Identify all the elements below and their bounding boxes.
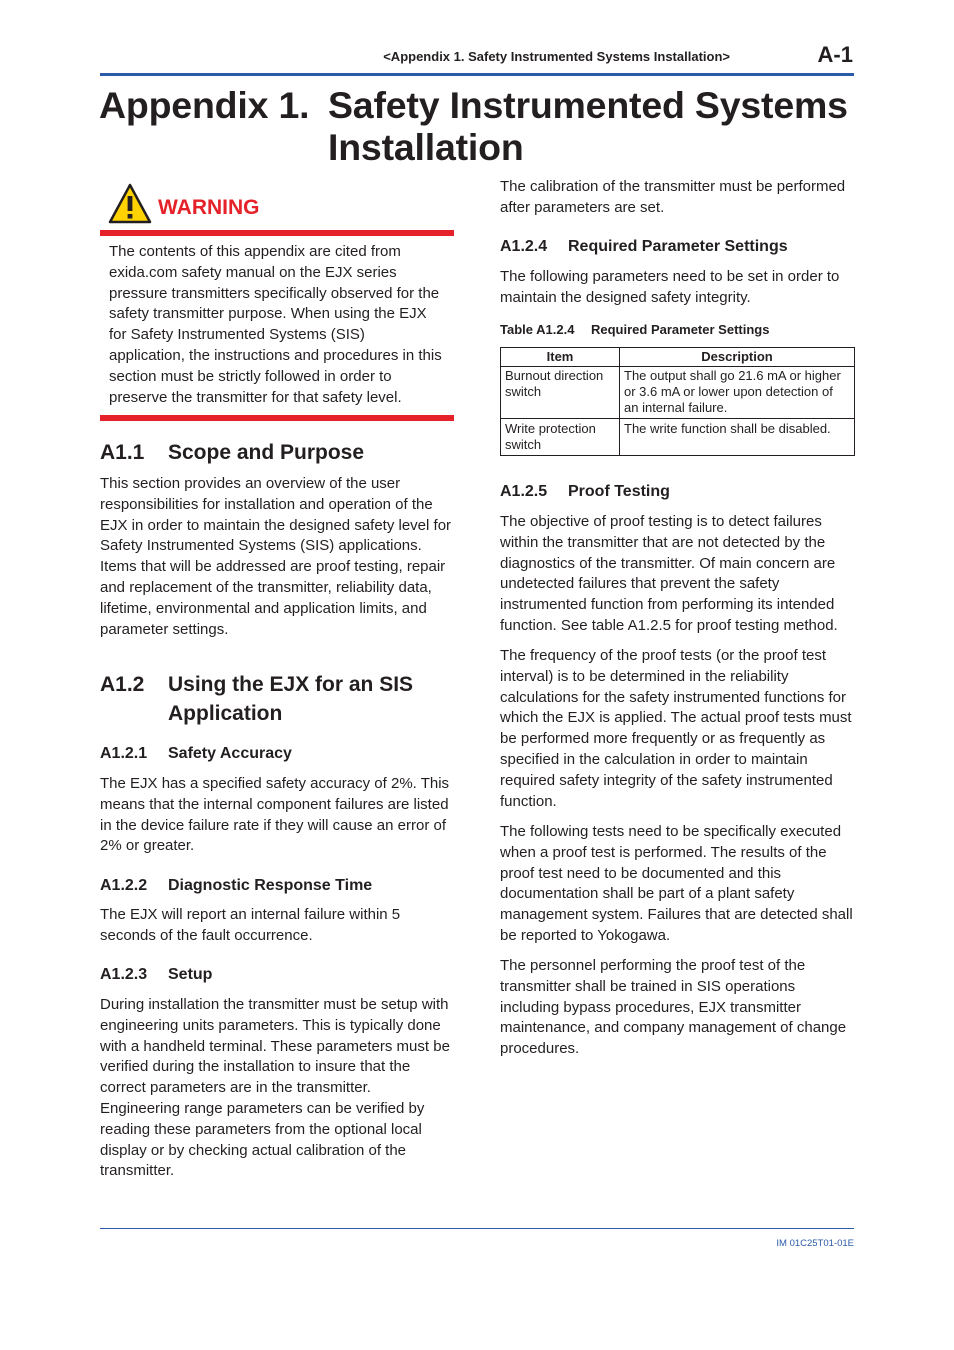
table-header-row xyxy=(501,348,855,367)
page-title-line1: Safety Instrumented Systems xyxy=(328,84,848,126)
table-cell: The write function shall be disabled. xyxy=(620,419,855,456)
proof-testing-paragraph-4: The personnel performing the proof test of the transmitter shall be trained in SIS operations including bypass procedures, EJX transmitter maintenance, and company management of change procedures. xyxy=(500,957,847,1058)
header-rule xyxy=(100,73,854,76)
page-number: A-1 xyxy=(817,42,853,67)
table-row xyxy=(501,367,855,419)
appendix-label: Appendix 1. xyxy=(99,84,310,126)
subsection-title: Diagnostic Response Time xyxy=(168,877,373,894)
warning-header xyxy=(100,180,454,236)
document-code: IM 01C25T01-01E xyxy=(776,1238,854,1249)
subsection-title: Safety Accuracy xyxy=(168,745,292,762)
proof-testing-paragraph-3: The following tests need to be specifically executed when a proof test is performed. The results of the proof test need to be documented and this documentation shall be part of a plant safety management system. Failures that are detected shall be reported to Yokogawa. xyxy=(500,823,853,944)
subsection-a1-2-3-body: During installation the transmitter must be setup with engineering units parameters. This is typically done with a handheld terminal. These parameters must be verified during the installation to insure that the correct parameters are in the transmitter. Engineering range parameters can be verified by reading these parameters from the optional local display or by checking actual calibration of the transmitter. xyxy=(100,996,450,1180)
subsection-a1-2-1-heading xyxy=(100,744,454,764)
section-number: A1.2 xyxy=(100,673,145,696)
subsection-a1-2-4-body: The following parameters need to be set in order to maintain the designed safety integrity. xyxy=(500,268,840,306)
table-row xyxy=(501,419,855,456)
table-caption xyxy=(500,322,855,337)
subsection-title: Required Parameter Settings xyxy=(568,238,788,255)
subsection-number: A1.2.1 xyxy=(100,745,148,762)
subsection-number: A1.2.3 xyxy=(100,966,148,983)
page-title-line2: Installation xyxy=(328,126,524,168)
footer-rule xyxy=(100,1228,854,1229)
proof-testing-paragraph-2: The frequency of the proof tests (or the proof test interval) is to be determined in the reliability calculations for the safety instrumented functions for which the EJX is applied. The actual proof tests must be performed more frequently or as frequently as specified in the calculation in order to maintain required safety integrity of the safety instrumented function. xyxy=(500,647,852,810)
section-title: Scope and Purpose xyxy=(168,441,365,464)
subsection-a1-2-1-body: The EJX has a specified safety accuracy of 2%. This means that the internal component failures are listed in the device failure rate if they will cause an error of 2% or greater. xyxy=(100,775,450,855)
section-title: Using the EJX for an SIS Application xyxy=(168,673,414,725)
warning-text: The contents of this appendix are cited from exida.com safety manual on the EJX series pressure transmitters specifically observed for the safety transmitter purpose. When using the EJX for Safety Instrumented Systems (SIS) application, the instructions and procedures in this section must be strictly followed in order to preserve the transmitter for that safety level. xyxy=(100,236,454,421)
table-header-cell: Description xyxy=(620,348,855,367)
subsection-a1-2-3-body-continued: The calibration of the transmitter must be performed after parameters are set. xyxy=(500,178,846,216)
subsection-a1-2-5-heading xyxy=(500,482,855,502)
warning-triangle-icon xyxy=(108,183,152,224)
section-a1-1-heading xyxy=(100,438,454,467)
warning-box xyxy=(100,180,454,421)
table-header-cell: Item xyxy=(501,348,620,367)
section-a1-2-heading xyxy=(100,670,454,728)
subsection-title: Proof Testing xyxy=(568,483,670,500)
proof-testing-paragraph-1: The objective of proof testing is to detect failures within the transmitter that are not detected by the diagnostics of the transmitter. Of main concern are undetected failures that prevent the safety instrumented function from performing its intended function. See table A1.2.5 for proof testing method. xyxy=(500,513,838,634)
required-parameter-table-wrap xyxy=(500,347,855,456)
subsection-a1-2-4-heading xyxy=(500,237,855,257)
table-caption-number: Table A1.2.4 xyxy=(500,322,575,337)
warning-label: WARNING xyxy=(158,196,260,219)
table-cell: Write protection switch xyxy=(501,419,620,456)
subsection-title: Setup xyxy=(168,966,213,983)
required-parameter-table xyxy=(500,347,855,456)
subsection-a1-2-2-heading xyxy=(100,876,454,896)
page-title xyxy=(328,84,868,168)
subsection-number: A1.2.5 xyxy=(500,483,548,500)
table-cell: Burnout direction switch xyxy=(501,367,620,419)
table-cell: The output shall go 21.6 mA or higher or 3.6 mA or lower upon detection of an internal failure. xyxy=(620,367,855,419)
section-number: A1.1 xyxy=(100,441,145,464)
subsection-number: A1.2.4 xyxy=(500,238,548,255)
subsection-number: A1.2.2 xyxy=(100,877,148,894)
running-header-title: <Appendix 1. Safety Instrumented Systems Installation> xyxy=(383,49,730,64)
subsection-a1-2-2-body: The EJX will report an internal failure within 5 seconds of the fault occurrence. xyxy=(100,906,401,944)
subsection-a1-2-3-heading xyxy=(100,965,454,985)
table-caption-title: Required Parameter Settings xyxy=(591,322,770,337)
section-a1-1-body: This section provides an overview of the user responsibilities for installation and operation of the EJX in order to maintain the designed safety level for Safety Instrumented Systems (SIS) applications. Items that will be addressed are proof testing, repair and replacement of the transmitter, reliability data, lifetime, environmental and application limits, and parameter settings. xyxy=(100,475,452,638)
